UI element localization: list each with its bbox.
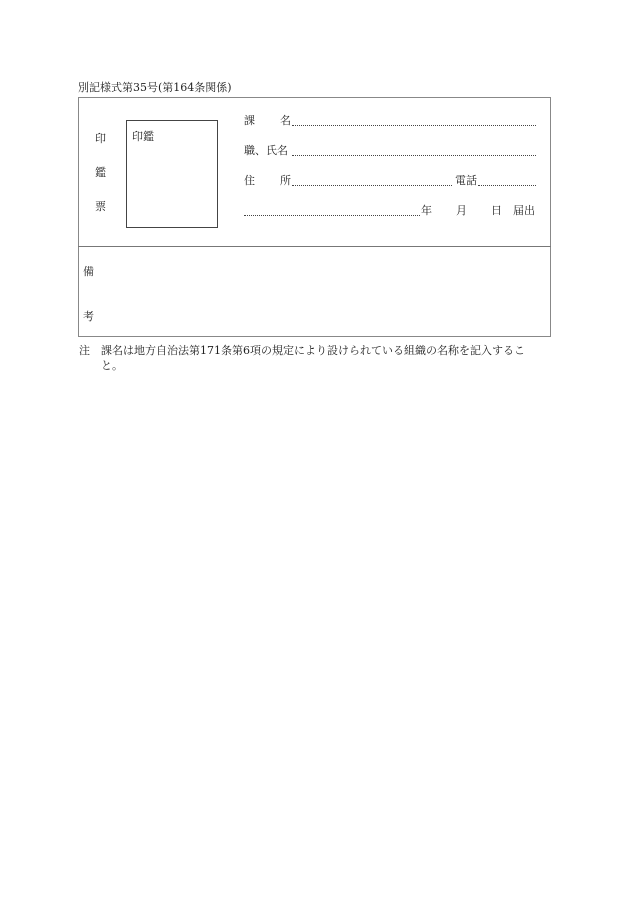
- phone-label: 電話: [455, 174, 477, 187]
- form-header: 別記様式第35号(第164条関係): [78, 81, 232, 94]
- address-field[interactable]: [292, 185, 452, 186]
- note-text-line1: 課名は地方自治法第171条第6項の規定により設けられている組織の名称を記入するこ: [101, 344, 525, 357]
- remarks-label-1: 備: [83, 265, 94, 278]
- title-char-2: 鑑: [95, 166, 106, 179]
- note-text-line2: と。: [101, 359, 123, 372]
- section-name-label-2: 名: [280, 114, 291, 127]
- section-name-field[interactable]: [292, 125, 536, 126]
- section-divider: [78, 246, 551, 247]
- note-label: 注: [79, 344, 90, 357]
- seal-box-label: 印鑑: [132, 130, 154, 143]
- date-year-label: 年: [421, 204, 432, 217]
- address-label-2: 所: [280, 174, 291, 187]
- submitted-label: 届出: [513, 204, 535, 217]
- date-day-label: 日: [491, 204, 502, 217]
- title-char-1: 印: [95, 132, 106, 145]
- date-field[interactable]: [244, 215, 420, 216]
- phone-field[interactable]: [478, 185, 536, 186]
- section-name-label-1: 課: [244, 114, 255, 127]
- remarks-label-2: 考: [83, 310, 94, 323]
- date-month-label: 月: [456, 204, 467, 217]
- address-label-1: 住: [244, 174, 255, 187]
- title-char-3: 票: [95, 200, 106, 213]
- title-name-label: 職、氏名: [244, 144, 288, 157]
- title-name-field[interactable]: [292, 155, 536, 156]
